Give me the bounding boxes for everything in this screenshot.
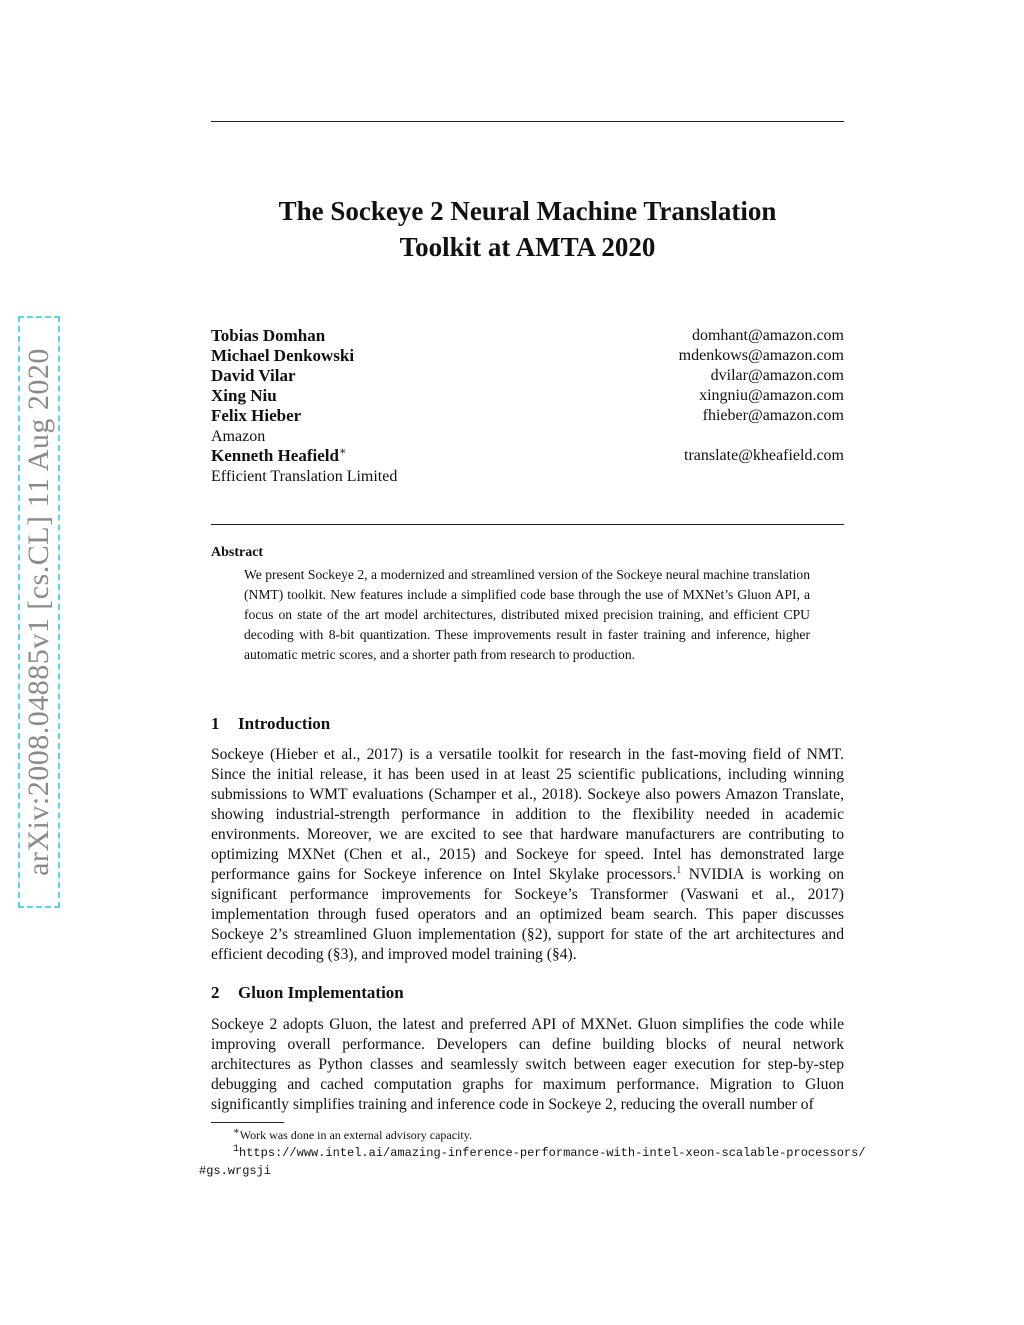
author-email[interactable]: xingniu@amazon.com [699,387,844,404]
affiliation-amazon [211,427,844,447]
author-name: Tobias Domhan [211,326,326,345]
author-email[interactable]: domhant@amazon.com [691,327,844,344]
author-email[interactable]: translate@kheafield.com [684,447,844,464]
footnote-mark: 1 [233,1144,240,1155]
arxiv-side-stamp [18,316,60,908]
top-rule [211,121,844,122]
author-name: Kenneth Heafield [211,446,339,465]
author-name: Felix Hieber [211,406,302,425]
section-heading-gluon [211,983,404,1003]
author-email[interactable]: mdenkows@amazon.com [678,347,844,364]
title-line-2: Toolkit at AMTA 2020 [399,232,656,262]
affiliation-etl [211,467,844,487]
footnote-1 [233,1144,866,1162]
arxiv-identifier: arXiv:2008.04885v1 [cs.CL] 11 Aug 2020 [22,348,55,876]
author-row [211,386,844,407]
author-email[interactable]: dvilar@amazon.com [710,367,844,384]
footnote-url[interactable]: https://www.intel.ai/amazing-inference-performance-with-intel-xeon-scalable-processors/ [239,1146,866,1160]
affiliation-text: Efficient Translation Limited [211,468,398,485]
abstract-rule [211,524,844,525]
section-number: 1 [211,714,220,733]
footnote-url-continuation[interactable]: #gs.wrgsji [199,1164,272,1178]
paper-title [211,193,844,265]
footnote-ref[interactable]: 1 [676,864,682,876]
author-row [211,406,844,427]
author-name: Xing Niu [211,386,277,405]
footnote-mark: ∗ [233,1126,240,1137]
author-footnote-mark: ∗ [338,445,347,458]
section-heading-introduction [211,714,330,734]
footnote-star [233,1127,472,1143]
abstract-heading: Abstract [211,545,264,560]
author-name: Michael Denkowski [211,346,355,365]
author-email[interactable]: fhieber@amazon.com [702,407,844,424]
section-title: Introduction [238,714,331,733]
paragraph-text: NVIDIA is working on significant performance improvements for Sockeye’s Transformer (Vaswani et al., 2017) implementation through fused operators and an optimized beam search. This paper discusses Sockeye 2’s streamlined Gluon implementation (§2), support for state of the art architectures and efficient decoding (§3), and improved model training (§4). [211,866,844,963]
title-line-1: The Sockeye 2 Neural Machine Translation [278,196,777,226]
paragraph-text: Sockeye (Hieber et al., 2017) is a versatile toolkit for research in the fast-moving field of NMT. Since the initial release, it has been used in at least 25 scientific publications, including winning submissions to WMT evaluations (Schamper et al., 2018). Sockeye also powers Amazon Translate, showing industrial-strength performance in addition to the flexibility needed in academic environments. Moreover, we are excited to see that hardware manufacturers are contributing to optimizing MXNet (Chen et al., 2015) and Sockeye for speed. Intel has demonstrated large performance gains for Sockeye inference on Intel Skylake processors. [211,746,844,883]
author-name: David Vilar [211,366,296,385]
gluon-paragraph: Sockeye 2 adopts Gluon, the latest and preferred API of MXNet. Gluon simplifies the code while improving overall performance. Developers can define building blocks of neural network architectures as Python classes and seamlessly switch between eager execution for step-by-step debugging and cached computation graphs for maximum performance. Migration to Gluon significantly simplifies training and inference code in Sockeye 2, reducing the overall number of [211,1016,844,1113]
affiliation-text: Amazon [211,428,266,445]
author-row [211,366,844,387]
section-title: Gluon Implementation [238,983,404,1002]
footnote-rule [211,1122,284,1123]
author-row [211,446,844,467]
author-row [211,326,844,347]
footnote-text: Work was done in an external advisory capacity. [239,1128,472,1142]
section-number: 2 [211,983,220,1002]
introduction-paragraph [211,745,844,965]
abstract-body: We present Sockeye 2, a modernized and streamlined version of the Sockeye neural machine translation (NMT) toolkit. New features include a simplified code base through the use of MXNet’s Gluon API, a focus on state of the art model architectures, distributed mixed precision training, and efficient CPU decoding with 8-bit quantization. These improvements result in faster training and inference, higher automatic metric scores, and a shorter path from research to production. [244,567,810,662]
author-row [211,346,844,367]
